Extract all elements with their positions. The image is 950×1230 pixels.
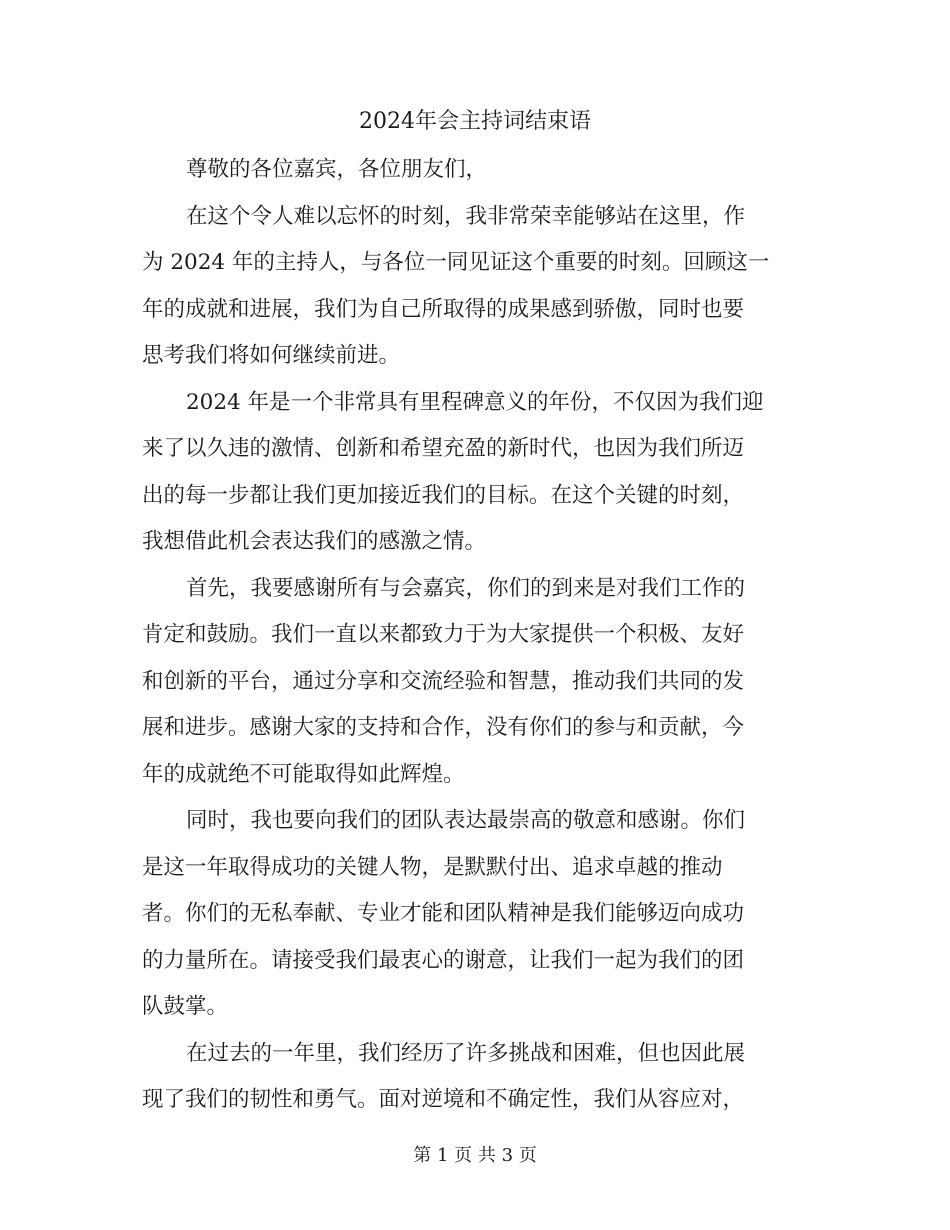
- text-line: 现了我们的韧性和勇气。面对逆境和不确定性，我们从容应对，: [142, 1087, 745, 1112]
- text-line: 出的每一步都让我们更加接近我们的目标。在这个关键的时刻，: [142, 482, 745, 508]
- document-body: [142, 147, 810, 1124]
- text-line: 首先，我要感谢所有与会嘉宾，你们的到来是对我们工作的: [186, 575, 746, 601]
- text-line: 年的成就绝不可能取得如此辉煌。: [142, 761, 465, 787]
- text-line: 我想借此机会表达我们的感激之情。: [142, 529, 487, 554]
- text-line: 思考我们将如何继续前进。: [142, 343, 401, 368]
- page-footer: 第 1 页 共 3 页: [413, 1145, 537, 1166]
- text-line: 的力量所在。请接受我们最衷心的谢意，让我们一起为我们的团: [142, 947, 745, 973]
- text-line: 同时，我也要向我们的团队表达最崇高的敬意和感谢。你们: [186, 808, 746, 833]
- text-line: 2024 年是一个非常具有里程碑意义的年份，不仅因为我们迎: [186, 389, 764, 415]
- document-title: 2024年会主持词结束语: [359, 109, 591, 134]
- text-line: 队鼓掌。: [142, 994, 229, 1019]
- text-line: 在这个令人难以忘怀的时刻，我非常荣幸能够站在这里，作: [186, 203, 746, 229]
- text-line: 是这一年取得成功的关键人物，是默默付出、追求卓越的推动: [142, 854, 723, 880]
- text-line: 肯定和鼓励。我们一直以来都致力于为大家提供一个积极、友好: [142, 622, 745, 647]
- text-line: 尊敬的各位嘉宾，各位朋友们，: [186, 157, 488, 182]
- text-line: 和创新的平台，通过分享和交流经验和智慧，推动我们共同的发: [142, 668, 745, 694]
- text-line: 者。你们的无私奉献、专业才能和团队精神是我们能够迈向成功: [142, 901, 745, 926]
- text-line: 在过去的一年里，我们经历了许多挑战和困难，但也因此展: [186, 1040, 746, 1066]
- text-line: 为 2024 年的主持人，与各位一同见证这个重要的时刻。回顾这一: [142, 250, 770, 275]
- text-line: 来了以久违的激情、创新和希望充盈的新时代，也因为我们所迈: [142, 436, 745, 461]
- text-line: 展和进步。感谢大家的支持和合作，没有你们的参与和贡献，今: [142, 715, 745, 740]
- text-line: 年的成就和进展，我们为自己所取得的成果感到骄傲，同时也要: [142, 296, 745, 322]
